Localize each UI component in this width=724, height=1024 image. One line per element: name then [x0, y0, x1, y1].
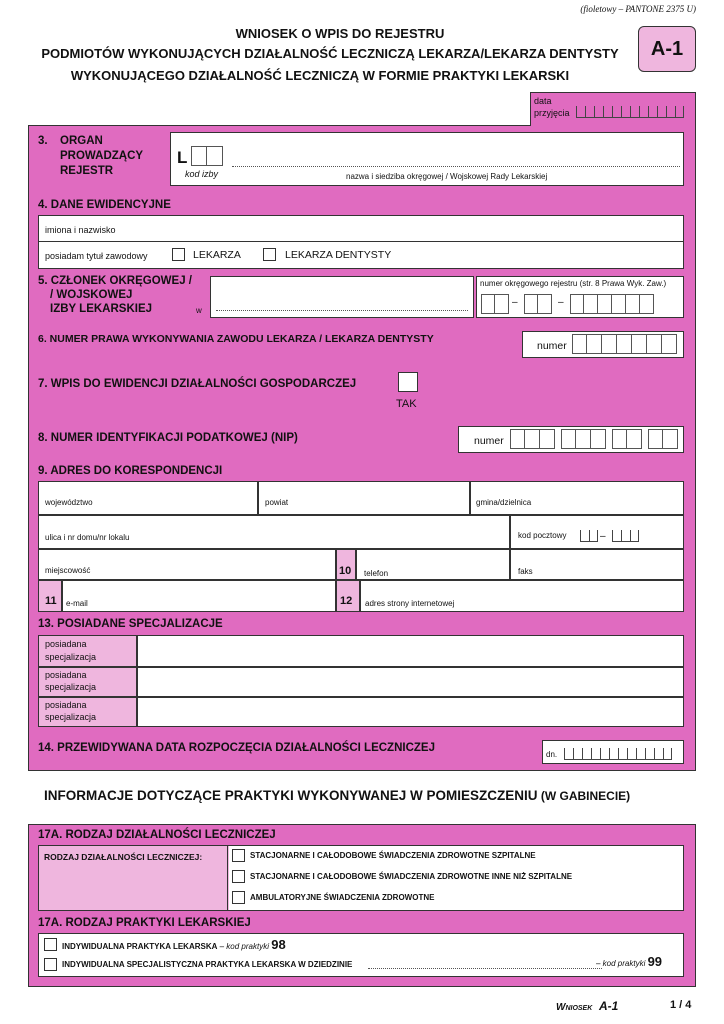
- chamber-code-caption: kod izby: [185, 169, 219, 179]
- specialization-field-3[interactable]: [137, 697, 684, 727]
- title-line-2: PODMIOTÓW WYKONUJĄCYCH DZIAŁALNOŚĆ LECZNICZĄ LEKARZA/LEKARZA DENTYSTY: [41, 46, 619, 61]
- business-register-tak: TAK: [396, 398, 417, 410]
- checkbox-ambulatory[interactable]: [232, 891, 245, 904]
- website-label: adres strony internetowej: [365, 599, 455, 608]
- spec-label-2a: posiadana: [45, 670, 87, 680]
- professional-title-label: posiadam tytuł zawodowy: [45, 251, 148, 261]
- specialization-field-2[interactable]: [137, 667, 684, 697]
- registry-name-line: [232, 166, 680, 167]
- medical-chamber-field[interactable]: [210, 276, 474, 318]
- title-line-1: WNIOSEK O WPIS DO REJESTRU: [235, 26, 445, 41]
- practice-info-heading-suffix: (W GABINECIE): [537, 789, 631, 803]
- spec-label-1a: posiadana: [45, 639, 87, 649]
- option-individual-practice: [62, 937, 286, 952]
- s13-title: 13. POSIADANE SPECJALIZACJE: [38, 618, 223, 630]
- nip-cells-3[interactable]: [612, 429, 642, 449]
- option-individual-practice-label: INDYWIDUALNA PRAKTYKA LEKARSKA: [62, 942, 218, 951]
- nip-label: numer: [474, 435, 504, 447]
- footer-wniosek: Wniosek: [556, 1002, 593, 1013]
- practice-code-99: 99: [647, 954, 663, 969]
- s4-divider: [38, 241, 684, 242]
- nip-cells-2[interactable]: [561, 429, 606, 449]
- n10: 10: [339, 565, 352, 577]
- dash: –: [600, 531, 606, 542]
- form-code-badge: [638, 26, 696, 72]
- page-number: 1 / 4: [670, 999, 692, 1011]
- powiat-field[interactable]: [258, 481, 470, 515]
- specialization-field-1[interactable]: [137, 635, 684, 667]
- checkbox-business-register[interactable]: [398, 372, 418, 392]
- color-note: (fioletowy – PANTONE 2375 U): [580, 4, 696, 14]
- registry-name-caption: nazwa i siedziba okręgowej / Wojskowej Rady Lekarskiej: [346, 172, 548, 181]
- checkbox-lekarza[interactable]: [172, 248, 185, 261]
- phone-label: telefon: [364, 569, 389, 578]
- s17b-title: 17A. RODZAJ PRAKTYKI LEKARSKIEJ: [38, 917, 251, 929]
- footer-form-code: [556, 999, 618, 1013]
- n12: 12: [340, 595, 353, 607]
- nip-cells-4[interactable]: [648, 429, 678, 449]
- date-received-label-2: przyjęcia: [534, 108, 570, 118]
- s5-label-2: / WOJSKOWEJ: [50, 289, 133, 301]
- s3-label-2: PROWADZĄCY: [60, 150, 144, 162]
- activity-type-label: RODZAJ DZIAŁALNOŚCI LECZNICZEJ:: [44, 852, 203, 862]
- option-lekarza: LEKARZA: [193, 249, 241, 261]
- s5-w: w: [196, 306, 202, 315]
- date-received-label-1: data: [534, 96, 552, 106]
- title-line-3: WYKONUJĄCEGO DZIAŁALNOŚĆ LECZNICZĄ W FORMIE PRAKTYKI LEKARSKI: [70, 68, 570, 83]
- fax-field[interactable]: [510, 549, 684, 580]
- chamber-letter: L: [177, 148, 188, 167]
- s3-number: 3.: [38, 135, 48, 147]
- names-label: imiona i nazwisko: [45, 225, 116, 235]
- s4-title: 4. DANE EWIDENCYJNE: [38, 199, 171, 211]
- register-number-caption: numer okręgowego rejestru (str. 8 Prawa Wyk. Zaw.): [480, 279, 667, 288]
- checkbox-inpatient-hospital[interactable]: [232, 849, 245, 862]
- s8-title: 8. NUMER IDENTYFIKACJI PODATKOWEJ (NIP): [38, 432, 298, 444]
- spec-label-3a: posiadana: [45, 700, 87, 710]
- date-received-cells[interactable]: [576, 106, 684, 118]
- option-specialist-code: [596, 954, 662, 969]
- license-number-cells[interactable]: [572, 334, 677, 354]
- powiat-label: powiat: [265, 498, 289, 507]
- dash: –: [558, 297, 564, 308]
- postal-code-cells-1[interactable]: [580, 530, 598, 542]
- s9-title: 9. ADRES DO KORESPONDENCJI: [38, 465, 223, 477]
- practice-info-heading-text: INFORMACJE DOTYCZĄCE PRAKTYKI WYKONYWANEJ W POMIESZCZENIU: [44, 788, 538, 803]
- license-number-label: numer: [537, 340, 567, 352]
- city-field[interactable]: [38, 549, 336, 580]
- option-inpatient-other: STACJONARNE I CAŁODOBOWE ŚWIADCZENIA ZDROWOTNE INNE NIŻ SZPITALNE: [250, 872, 573, 881]
- register-number-cells-3[interactable]: [570, 294, 654, 314]
- s7-title: 7. WPIS DO EWIDENCJI DZIAŁALNOŚCI GOSPODARCZEJ: [38, 378, 357, 390]
- start-date-cells[interactable]: [564, 748, 672, 760]
- start-date-dn: dn.: [546, 750, 558, 759]
- s6-title: 6. NUMER PRAWA WYKONYWANIA ZAWODU LEKARZA / LEKARZA DENTYSTY: [38, 333, 434, 345]
- specialty-field-line[interactable]: [368, 968, 602, 969]
- form-code: A-1: [650, 38, 684, 60]
- option-specialist-practice: INDYWIDUALNA SPECJALISTYCZNA PRAKTYKA LEKARSKA W DZIEDZINIE: [62, 960, 353, 969]
- register-number-cells-1[interactable]: [481, 294, 509, 314]
- option-ambulatory: AMBULATORYJNE ŚWIADCZENIA ZDROWOTNE: [250, 893, 435, 902]
- s14-title: 14. PRZEWIDYWANA DATA ROZPOCZĘCIA DZIAŁALNOŚCI LECZNICZEJ: [38, 742, 435, 754]
- email-label: e-mail: [66, 599, 88, 608]
- s17a-title: 17A. RODZAJ DZIAŁALNOŚCI LECZNICZEJ: [38, 829, 276, 841]
- n11: 11: [45, 595, 57, 607]
- option-individual-practice-suffix: – kod praktyki: [217, 942, 272, 951]
- option-specialist-suffix: – kod praktyki: [596, 959, 648, 968]
- register-number-cells-2[interactable]: [524, 294, 552, 314]
- postal-code-cells-2[interactable]: [612, 530, 639, 542]
- practice-code-98: 98: [271, 937, 286, 952]
- spec-label-2b: specjalizacja: [45, 682, 97, 692]
- medical-chamber-line: [216, 310, 468, 311]
- checkbox-inpatient-other[interactable]: [232, 870, 245, 883]
- s5-label-1: 5. CZŁONEK OKRĘGOWEJ /: [38, 275, 192, 287]
- practice-info-heading: [44, 788, 630, 803]
- street-label: ulica i nr domu/nr lokalu: [45, 533, 130, 542]
- s3-label-1: ORGAN: [60, 135, 103, 147]
- wojewodztwo-label: województwo: [45, 498, 93, 507]
- spec-label-1b: specjalizacja: [45, 652, 97, 662]
- dash: –: [512, 297, 518, 308]
- gmina-label: gmina/dzielnica: [476, 498, 532, 507]
- fax-label: faks: [518, 567, 533, 576]
- city-label: miejscowość: [45, 566, 91, 575]
- checkbox-specialist-practice[interactable]: [44, 958, 57, 971]
- street-field[interactable]: [38, 515, 510, 549]
- footer-code: A-1: [598, 999, 619, 1013]
- email-field[interactable]: [62, 580, 336, 612]
- checkbox-individual-practice[interactable]: [44, 938, 57, 951]
- option-inpatient-hospital: STACJONARNE I CAŁODOBOWE ŚWIADCZENIA ZDROWOTNE SZPITALNE: [250, 851, 536, 860]
- checkbox-lekarza-dentysty[interactable]: [263, 248, 276, 261]
- option-lekarza-dentysty: LEKARZA DENTYSTY: [285, 249, 392, 261]
- chamber-code-cells[interactable]: [191, 146, 223, 166]
- s5-label-3: IZBY LEKARSKIEJ: [50, 303, 153, 315]
- s3-label-3: REJESTR: [60, 165, 114, 177]
- postal-code-label: kod pocztowy: [518, 531, 567, 540]
- nip-cells-1[interactable]: [510, 429, 555, 449]
- spec-label-3b: specjalizacja: [45, 712, 97, 722]
